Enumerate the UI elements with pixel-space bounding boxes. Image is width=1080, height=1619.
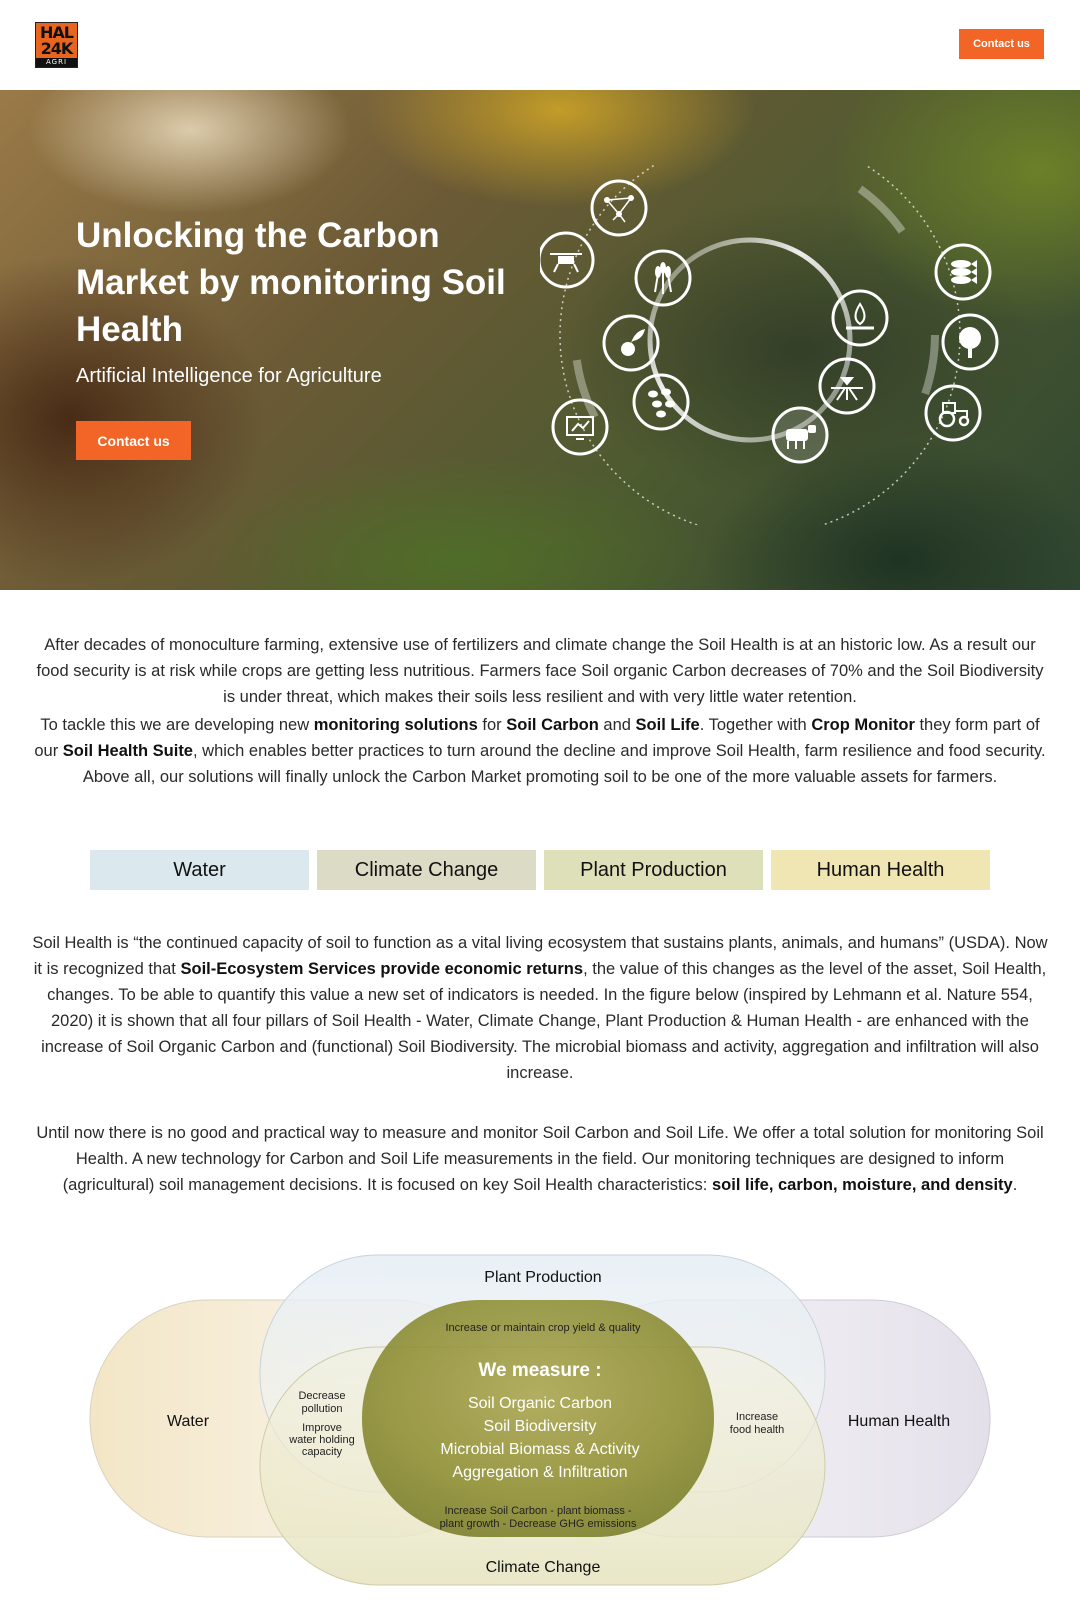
venn-left-note-1: Decrease: [298, 1390, 346, 1402]
soil-life-text: Soil Life: [635, 716, 700, 734]
venn-bottom-note-2: plant growth - Decrease GHG emissions: [439, 1518, 637, 1530]
drone-icon: [540, 233, 593, 287]
fish-icon: [936, 245, 990, 299]
venn-climate-label: Climate Change: [485, 1559, 601, 1576]
cow-icon: [773, 408, 827, 462]
venn-right-note-2: food health: [729, 1424, 785, 1436]
hero-subtitle: Artificial Intelligence for Agriculture: [76, 365, 382, 387]
venn-right-note-1: Increase: [735, 1411, 779, 1423]
soil-health-suite-text: Soil Health Suite: [62, 742, 193, 760]
wheat-icon: [636, 251, 690, 305]
text-run: , which enables better practices to turn around the decline and improve Soil Health, farm resilience and food security. Above all, our solutions will finally unlock the Carbon Market promoting soil to be one of the more valuable assets for farmers.: [82, 742, 1046, 786]
logo-line-3: AGRI: [36, 58, 77, 67]
header-contact-button[interactable]: Contact us: [959, 29, 1044, 59]
text-run: they form part of our: [34, 716, 1040, 760]
intro-paragraph-2: [30, 712, 1050, 790]
venn-top-note: Increase or maintain crop yield & quality: [445, 1322, 641, 1334]
text-run: and: [598, 716, 636, 734]
text-run: for: [477, 716, 507, 734]
pillar-plant-production: Plant Production: [544, 850, 763, 890]
logo-line-2: 24K: [40, 39, 73, 58]
pillar-human-health: Human Health: [771, 850, 990, 890]
measure-item-microbial-biomass: Microbial Biomass & Activity: [440, 1441, 640, 1458]
solution-paragraph: [30, 1120, 1050, 1198]
tractor-icon: [926, 386, 980, 440]
site-header: [0, 0, 1080, 90]
monitoring-solutions-text: monitoring solutions: [313, 716, 478, 734]
venn-water-label: Water: [166, 1413, 210, 1430]
intro-paragraph-1: After decades of monoculture farming, extensive use of fertilizers and climate change the Soil Health is at an historic low. As a result our food security is at risk while crops are getting less nutritious. Farmers face Soil organic Carbon decreases of 70% and the Soil Biodiversity is under threat, which makes their soils less resilient and with very little water retention.: [36, 636, 1044, 706]
venn-left-note-2: pollution: [301, 1403, 343, 1415]
pillar-water: Water: [90, 850, 309, 890]
text-run: Until now there is no good and practical way to measure and monitor Soil Carbon and Soil Life. We offer a total solution for monitoring Soil Health. A new technology for Carbon and Soil Life measurements in the field. Our monitoring techniques are designed to inform (agricultural) soil management decisions. It is focused on key Soil Health characteristics:: [36, 1124, 1044, 1194]
soil-ecosystem-graphic: [540, 165, 1010, 525]
soil-carbon-text: Soil Carbon: [506, 716, 599, 734]
tree-icon: [943, 315, 997, 369]
measure-item-soil-organic-carbon: Soil Organic Carbon: [467, 1395, 613, 1412]
hal24k-logo[interactable]: [35, 22, 78, 68]
we-measure-title: We measure :: [478, 1360, 602, 1381]
measure-item-soil-biodiversity: Soil Biodiversity: [483, 1418, 597, 1435]
network-icon: [592, 181, 646, 235]
venn-left-note-3: Improve: [302, 1422, 342, 1434]
logo-line-1: HAL: [40, 23, 73, 42]
text-run: . Together with: [699, 716, 812, 734]
text-run: .: [1012, 1176, 1018, 1194]
crop-monitor-text: Crop Monitor: [811, 716, 915, 734]
economic-returns-text: Soil-Ecosystem Services provide economic returns: [180, 960, 584, 978]
venn-bottom-note-1: Increase Soil Carbon - plant biomass -: [444, 1505, 632, 1517]
hero-title: Unlocking the Carbon Market by monitoring Soil Health: [76, 216, 506, 349]
measure-item-aggregation: Aggregation & Infiltration: [452, 1464, 628, 1481]
hero-banner: [0, 90, 1080, 590]
hero-contact-button[interactable]: Contact us: [76, 421, 191, 460]
soil-health-venn-diagram: [85, 1250, 995, 1605]
text-run: To tackle this we are developing new: [40, 716, 314, 734]
soil-health-paragraph: [30, 930, 1050, 1086]
text-run: , the value of this changes as the level of the asset, Soil Health, changes. To be able to quantify this value a new set of indicators is needed. In the figure below (inspired by Lehmann et al. Nature 554, 2020) it is shown that all four pillars of Soil Health - Water, Climate Change, Plant Production & Human Health - are enhanced with the increase of Soil Organic Carbon and (functional) Soil Biodiversity. The microbial biomass and activity, aggregation and infiltration will also increase.: [41, 960, 1047, 1082]
venn-plant-label: Plant Production: [484, 1269, 602, 1286]
key-characteristics-text: soil life, carbon, moisture, and density: [711, 1176, 1013, 1194]
venn-left-note-5: capacity: [301, 1446, 343, 1458]
pillar-climate-change: Climate Change: [317, 850, 536, 890]
venn-human-label: Human Health: [847, 1413, 951, 1430]
satellite-monitor-icon: [553, 400, 607, 454]
water-drop-icon: [833, 291, 887, 345]
venn-left-note-4: water holding: [289, 1434, 355, 1446]
text-run: Soil Health is “the continued capacity of soil to function as a vital living ecosystem that sustains plants, animals, and humans” (USDA). Now it is recognized that: [32, 934, 1048, 978]
